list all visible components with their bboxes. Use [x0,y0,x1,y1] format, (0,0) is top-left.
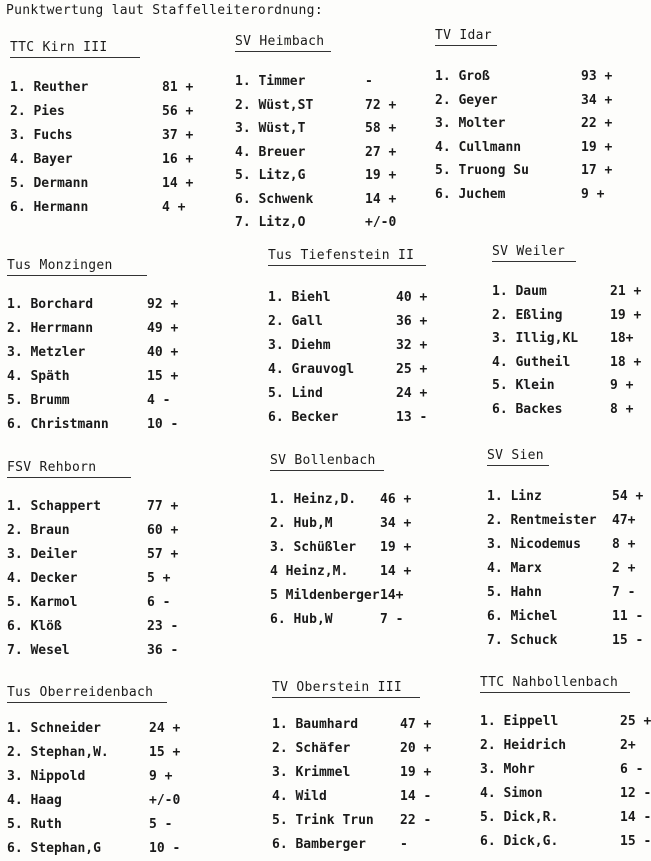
player-name: 6. Stephan,G [7,841,101,856]
player-score: 40 + [147,345,179,360]
team-underline [272,697,420,698]
player-score: 7 - [380,612,404,627]
player-name: 5. Hahn [487,585,542,600]
player-name: 2. Stephan,W. [7,745,109,760]
team-name: Tus Oberreidenbach [7,685,154,700]
player-score: 16 + [162,152,194,167]
player-name: 5 Mildenberger [270,588,380,603]
team-name: TV Idar [435,28,492,43]
player-name: 4. Bayer [10,152,73,167]
player-score: 13 - [396,410,428,425]
player-score: 92 + [147,297,179,312]
page-heading: Punktwertung laut Staffelleiterordnung: [6,3,323,18]
player-name: 5. Lind [268,386,323,401]
player-name: 1. Groß [435,69,490,84]
team-underline [7,702,167,703]
player-score: 4 - [147,393,171,408]
player-score: 21 + [610,284,642,299]
player-name: 6. Hub,W [270,612,333,627]
player-name: 2. Hub,M [270,516,333,531]
player-score: 7 - [612,585,636,600]
player-score: 19 + [380,540,412,555]
player-name: 3. Deiler [7,547,78,562]
player-name: 4 Heinz,M. [270,564,349,579]
player-name: 3. Diehm [268,338,331,353]
player-score: 27 + [365,144,397,160]
player-name: 6. Becker [268,410,339,425]
player-name: 2. Gall [268,314,323,329]
player-score: 19 + [365,168,397,183]
team-underline [268,265,426,266]
player-score: +/-0 [365,215,397,230]
player-name: 4. Decker [7,571,78,586]
player-name: 2. Schäfer [272,741,351,756]
player-name: 5. Dermann [10,176,89,191]
player-name: 4. Gutheil [492,354,571,370]
player-score: 93 + [581,69,613,84]
player-name: 4. Grauvogl [268,362,355,377]
player-name: 5. Trink Trun [272,813,374,828]
player-score: 40 + [396,290,428,305]
player-score: - [400,837,408,852]
player-name: 3. Illig,KL [492,331,579,346]
player-score: 24 + [396,386,428,401]
player-name: 6. Michel [487,609,558,624]
player-name: 6. Juchem [435,186,506,202]
player-name: 2. Eßling [492,307,563,323]
player-name: 5. Truong Su [435,163,529,178]
player-name: 2. Geyer [435,92,498,108]
player-name: 1. Schappert [7,499,101,514]
team-underline [480,692,630,693]
team-underline [235,51,331,52]
player-score: 60 + [147,523,179,538]
player-score: 10 - [149,841,181,856]
player-score: 57 + [147,547,179,562]
player-name: 4. Marx [487,561,542,576]
player-name: 5. Dick,R. [480,810,559,825]
player-name: 4. Wild [272,789,327,804]
player-name: 6. Schwenk [235,191,314,207]
player-score: 19 + [610,307,642,323]
player-name: 1. Biehl [268,290,331,305]
team-name: TV Oberstein III [272,680,403,695]
player-score: 15 + [147,369,179,384]
player-score: 19 + [581,139,613,155]
player-score: 25 + [620,714,651,729]
team-name: FSV Rehborn [7,460,97,475]
player-name: 6. Backes [492,401,563,417]
player-score: 8 + [610,401,634,417]
player-score: 2+ [620,738,636,753]
player-name: 7. Litz,O [235,215,306,230]
player-name: 3. Molter [435,116,506,131]
team-underline [435,45,497,46]
player-score: 32 + [396,338,428,353]
player-score: 36 + [396,314,428,329]
player-name: 5. Klein [492,378,555,393]
team-underline [10,57,140,58]
player-name: 7. Wesel [7,643,70,658]
player-score: 14 - [620,810,651,825]
player-score: 5 - [149,817,173,832]
player-name: 1. Timmer [235,74,306,89]
player-score: 10 - [147,417,179,432]
player-score: 14+ [380,588,404,603]
player-name: 3. Nicodemus [487,537,581,552]
player-name: 4. Späth [7,369,70,384]
player-score: 6 - [147,595,171,610]
player-score: 14 + [162,176,194,191]
player-name: 5. Brumm [7,393,70,408]
player-name: 1. Schneider [7,721,101,736]
player-name: 3. Nippold [7,769,86,784]
player-name: 1. Reuther [10,80,89,95]
team-underline [487,465,549,466]
player-score: 4 + [162,200,186,215]
player-score: 15 - [612,633,644,648]
player-name: 1. Baumhard [272,717,359,732]
player-score: 46 + [380,492,412,507]
player-score: 34 + [380,516,412,531]
player-score: 15 + [149,745,181,760]
player-score: 17 + [581,163,613,178]
player-name: 3. Metzler [7,345,86,360]
player-name: 2. Wüst,ST [235,97,314,113]
player-name: 4. Cullmann [435,139,522,155]
player-score: 18+ [610,331,634,346]
player-name: 3. Krimmel [272,765,351,780]
player-score: 81 + [162,80,194,95]
player-name: 7. Schuck [487,633,558,648]
player-score: 2 + [612,561,636,576]
player-name: 4. Simon [480,786,543,801]
player-name: 6. Bamberger [272,837,366,852]
player-score: 14 + [365,191,397,207]
player-name: 2. Herrmann [7,321,94,336]
player-score: 8 + [612,537,636,552]
player-name: 4. Haag [7,793,62,808]
player-score: 56 + [162,104,194,119]
player-name: 2. Rentmeister [487,513,597,528]
player-score: 5 + [147,571,171,586]
player-score: 11 - [612,609,644,624]
team-underline [7,275,147,276]
player-score: 9 + [610,378,634,393]
player-score: 47 + [400,717,432,732]
team-name: SV Bollenbach [270,453,376,468]
player-score: 9 + [581,186,605,202]
player-score: 19 + [400,765,432,780]
player-score: 14 + [380,564,412,579]
player-score: 54 + [612,489,644,504]
player-score: 12 - [620,786,651,801]
player-score: 22 - [400,813,432,828]
player-name: 1. Heinz,D. [270,492,357,507]
player-score: 58 + [365,121,397,136]
player-name: 5. Ruth [7,817,62,832]
team-name: SV Heimbach [235,34,325,49]
player-score: 36 - [147,643,179,658]
team-name: SV Sien [487,448,544,463]
player-name: 1. Daum [492,284,547,299]
player-name: 5. Karmol [7,595,78,610]
team-underline [492,261,576,262]
player-score: 22 + [581,116,613,131]
team-name: Tus Tiefenstein II [268,248,415,263]
player-name: 4. Breuer [235,144,306,160]
player-score: 9 + [149,769,173,784]
player-name: 6. Dick,G. [480,834,559,849]
player-score: 37 + [162,128,194,143]
player-score: 77 + [147,499,179,514]
player-score: 72 + [365,97,397,113]
player-score: 24 + [149,721,181,736]
player-score: 14 - [400,789,432,804]
player-name: 3. Fuchs [10,128,73,143]
player-name: 3. Schüßler [270,540,357,555]
player-name: 1. Borchard [7,297,94,312]
player-score: 47+ [612,513,636,528]
player-name: 3. Wüst,T [235,121,306,136]
player-score: 34 + [581,92,613,108]
player-score: 15 - [620,834,651,849]
player-name: 1. Linz [487,489,542,504]
player-name: 6. Hermann [10,200,89,215]
team-name: TTC Kirn III [10,40,108,55]
player-name: 1. Eippell [480,714,559,729]
player-name: 2. Braun [7,523,70,538]
player-name: 2. Heidrich [480,738,567,753]
team-underline [7,477,131,478]
player-score: 49 + [147,321,179,336]
player-score: 6 - [620,762,644,777]
team-name: Tus Monzingen [7,258,113,273]
player-score: +/-0 [149,793,181,808]
player-name: 3. Mohr [480,762,535,777]
player-score: - [365,74,373,89]
player-name: 6. Christmann [7,417,109,432]
player-score: 23 - [147,619,179,634]
player-score: 20 + [400,741,432,756]
player-name: 6. Klöß [7,619,62,634]
player-score: 25 + [396,362,428,377]
player-score: 18 + [610,354,642,370]
team-underline [270,470,384,471]
team-name: SV Weiler [492,244,566,259]
team-name: TTC Nahbollenbach [480,675,619,690]
player-name: 2. Pies [10,104,65,119]
player-name: 5. Litz,G [235,168,306,183]
